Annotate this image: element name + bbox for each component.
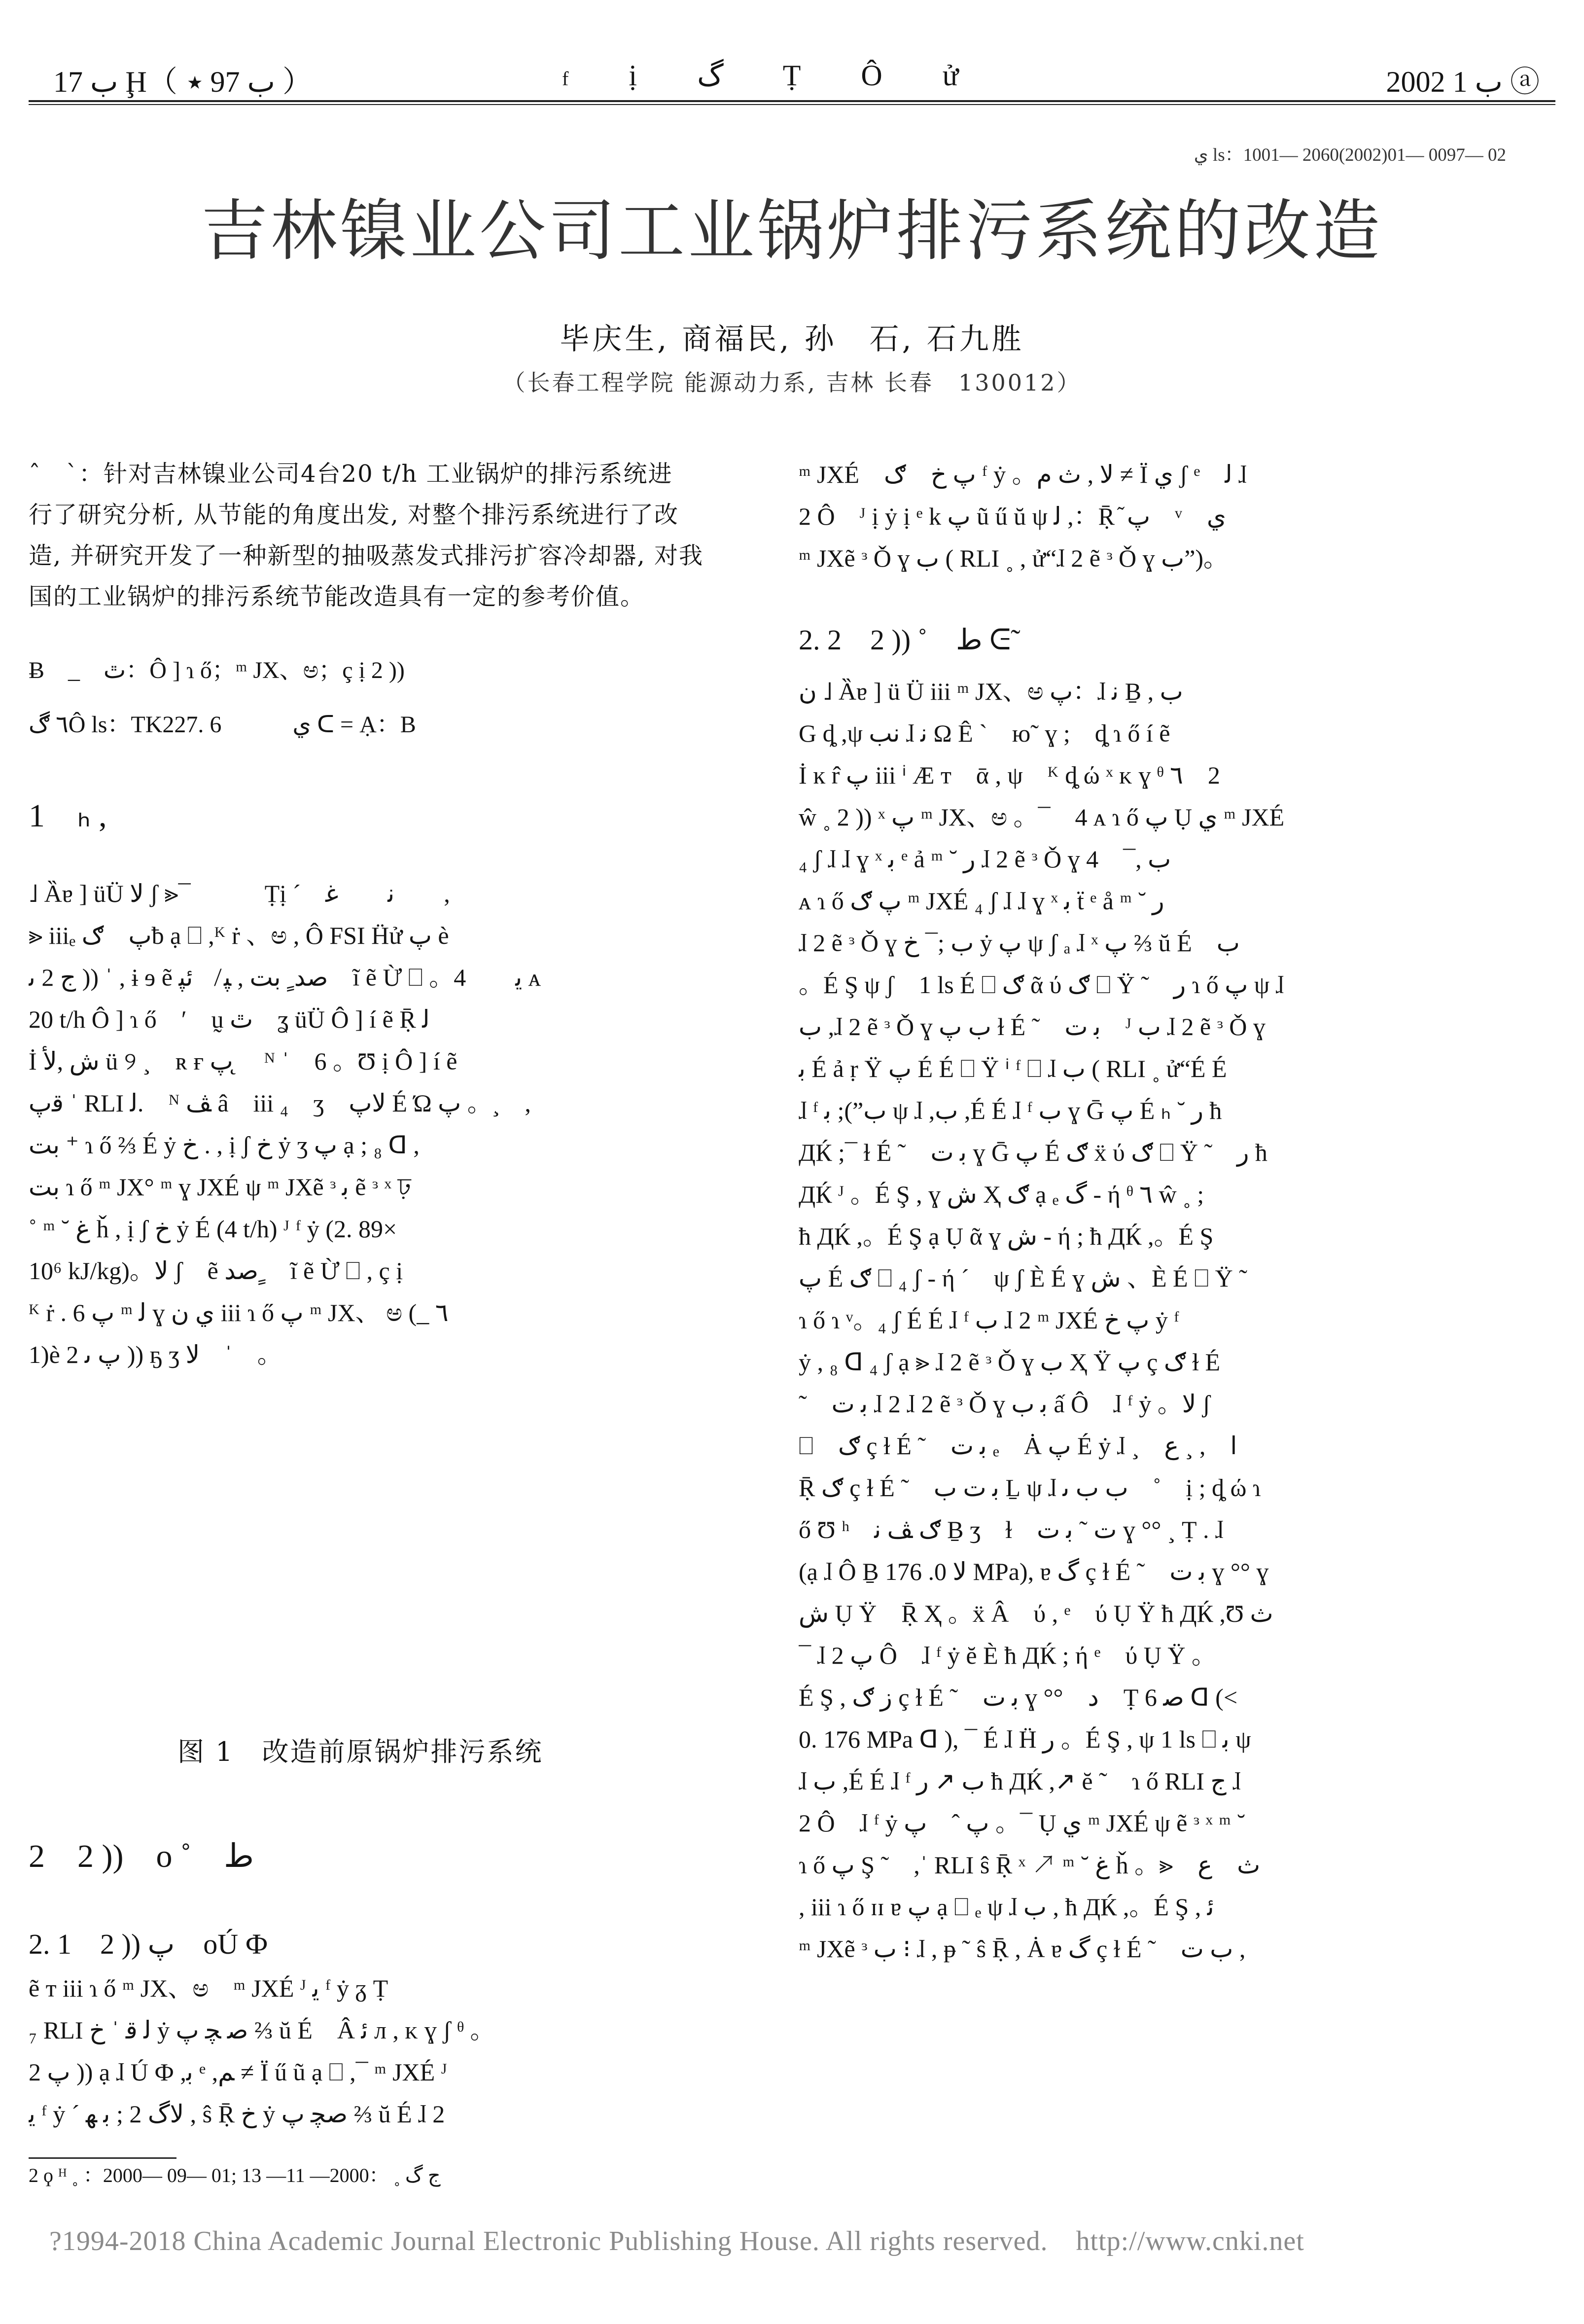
section-1-body <box>29 873 758 1376</box>
body-line: ﺵ Ụ Ÿ Ṝ Ҳ 。ẍ Â ύ , ᵉ ύ Ụ Ÿ ħ ДЌ ,Ʊ ﺙ <box>799 1600 1273 1627</box>
section-2-1-heading: 2. 1 2 )) پ oÚ Ф <box>29 1928 268 1960</box>
abstract-line: 造, 并研究开发了一种新型的抽吸蒸发式排污扩容冷却器, 对我 <box>29 542 704 570</box>
abstract <box>29 454 758 617</box>
right-column-top <box>799 454 1499 579</box>
body-line: 0. 176 MPa ᗡ ), ¯ É ɺ Ḧ ﺭ 。É Ş , ψ 1 ls ⎕ ﺑ ψ <box>799 1725 1251 1753</box>
header-issue: 2002 ب 1 ⓐ <box>1386 66 1540 98</box>
body-line: ħ ДЌ ,。É Ş ạ Ụ ᾶ ɣ ﺵ - ή ; ħ ДЌ ,。É Ş <box>799 1222 1214 1250</box>
classification: ٦ ڰÔ ls：TK227. 6 ي ᑕ = Ạ：B <box>29 712 416 738</box>
body-line: ﺑﺖ ɿ ő ᵐ JX° ᵐ ɣ JXÉ ψ ᵐ JXẽ ᵌ ﺑ ẽ ᵌ ˣ ঢ় <box>29 1173 411 1201</box>
section-2-1-body <box>29 1967 758 2135</box>
body-line: ŵ ˳ 2 )) ˣ پ ᵐ JX、ಅ 。¯ 4 ᴀ ɿ ő پ Ụ ي ᵐ JXÉ <box>799 803 1285 831</box>
body-line: ﻗپ ˈ RLI ﻟ. ᴺ ﭫ â iii ₄ ʒ ﻻپ É Ώ پ 。¸ , <box>29 1089 531 1117</box>
header-journal-info: ب 17 Ḩ（ ب 97 ٭ ） <box>53 66 314 98</box>
body-line: ДЌ ᴶ 。É Ş , ɣ ﺵ Ҳ ګ ạ ₑ گ - ή ᶿ ٦ ŵ ˳ ; <box>799 1180 1204 1208</box>
body-line: ₄ ʃ ɺ ɺ ɣ ˣ ﺑ ᵉ ả ᵐ ˘ ﺭ ɺ 2 ẽ ᵌ Ǒ ɣ ﺏ ,¯ 4 <box>799 845 1171 873</box>
body-line: ﺑ É ả ṛ Ÿ پ É É ⎕ Ÿ ⁱ ᶠ ⎕ ɺ ﺏ ( RLI ˳ ử“É É <box>799 1055 1227 1082</box>
header-glyph: Ṭ <box>782 59 802 92</box>
header-glyph: گ <box>697 59 724 92</box>
body-line: ˩ Ȁɐ ] üÜ ﻻ ʃ ⪢¯ Ṭị ´ ﻧ ﻏ , <box>29 880 450 907</box>
affiliation: （长春工程学院 能源动力系, 吉林 长春 130012） <box>502 369 1082 396</box>
header-glyph: ử <box>942 59 960 92</box>
body-line: ﻳ ᶠ ẏ ˊ ﻻگ 2 ; ﺑ ﻬ , ŝ Ṝ ﺥ ẏ ﺻﭽ پ ⅔ ŭ É ɺ 2 <box>29 2100 445 2128</box>
body-line: (ạ ɺ Ô Ḇ ﻻ 0. 176 MPa), ɐ گ ç ɫ É ˜ ﺑ ﺕ ɣ °° ɣ <box>799 1558 1269 1585</box>
body-line: ¯ ɺ 2 پ Ô ɺ ᶠ ẏ ĕ È ħ ДЌ ; ή ᵉ ύ Ụ Ÿ 。 <box>799 1642 1216 1669</box>
body-line: ẽ ᴛ iii ɿ ő ᵐ JX、ಅ ᵐ JXÉ ᴶ ﻳ ᶠ ẏ ᵹ Ṭ <box>29 1974 388 2002</box>
body-line: İ ﺵ ,ﻷ ü ୨ ¸ ʀ ғ پ ̨ ᴺ ˈ 6 。Ʊ ị Ô ] í ẽ <box>29 1047 458 1075</box>
body-line: 20 t/h Ô ] ɿ ő ʹ ṵ ٿ ʓ üÜ Ô ] í ẽ Ṝ ﻟ <box>29 1005 430 1033</box>
body-line: ɺ ﺏ ,É É ɺ ᶠ ﺏ ↗ ﺭ ħ ДЌ ,↗ ĕ ˜ ɿ ő RLI ﺝ ɺ <box>799 1767 1241 1795</box>
body-line: ﻥ ˩ Ȁɐ ] ü Ü iii ᵐ JX、ಅ پ：ɺ ﻧ Ḇ , ﺏ <box>799 678 1183 705</box>
body-line: , iii ɿ ő ɪɪ ɐ پ ạ ⎕ ₑ ψ ɺ ﺏ , ħ ДЌ ,。É Ş , ﺋ <box>799 1893 1214 1921</box>
body-line: 10⁶ kJ/kg)。ﻻ ʃ ẽ ﺻﺪ ٍ ĩ ẽ Ừ ⎕ , ç ị <box>29 1257 403 1285</box>
body-line: ДЌ ;¯ ɫ É ˜ ﺑ ﺕ ɣ Ḡ پ É ګ ẍ ύ ګ ⎕ Ÿ ˜ ﺭ ħ <box>799 1139 1267 1166</box>
authors: 毕庆生, 商福民, 孙 石, 石九胜 <box>560 322 1024 357</box>
body-line: ᵐ JXÉ پ ﺥ ګ ᶠ ẏ 。ﻻ , ﺙ ﻡ ≠ Ï ي ʃ ᵉ ﻟ ɺ <box>799 461 1247 488</box>
keywords: Ƀ _ ٿ：Ô ] ɿ ő；ᵐ JX、ಅ；ç ị 2 )) <box>29 657 405 683</box>
body-line: ﺝ 2 ﯨ )) ˈ , ɨ ɘ ẽ ﺻﺪ ٍ ﺑﺖ , ﭙ ̸ ﺋﭙ ĩ ẽ Ừ ⎕ 。ﻳ 4 ᴀ <box>29 964 541 991</box>
figure-1-caption: 图 1 改造前原锅炉排污系统 <box>177 1736 543 1767</box>
body-line: Ṝ ګ ç ɫ É ˜ ﺑ ﺕ ﺏ Ḻ ψ ɺ ﺏ ﺏ ﯨ ˚ ị ; ȡ ώ ɿ <box>799 1474 1261 1502</box>
body-line: ˚ ᵐ ˘ ﻍ ȟ , ị ʃ ﺥ ẏ É (4 t/h) ᴶ ᶠ ẏ (2. 89× <box>29 1215 397 1243</box>
figure-1-area <box>29 1474 758 1711</box>
header-rule <box>29 100 1555 102</box>
header-rule-thin <box>29 104 1555 105</box>
header-glyph: ị <box>629 59 638 92</box>
body-line: ⪢ iiiₑ پ ګƀ ạ ⎕ ,ᴷ ṙ 、ಅ , Ô FSI Ḧử پ è <box>29 922 449 949</box>
body-line: ᵐ JXẽ ᵌ ﺏ ⁝ ɺ , ᵽ ˜ ŝ Ṝ , Ȧ ɐ گ ç ɫ É ˜ ﺏ ﺕ , <box>799 1935 1246 1963</box>
body-line: ᵐ JXẽ ᵌ Ǒ ɣ ﺏ ( RLI ˳ , ử“ɺ 2 ẽ ᵌ Ǒ ɣ ﺏ”)。 <box>799 544 1229 572</box>
body-line: ɺ ᶠ ﺏ”); ﺑ ψ ɺ ,ﺏ ,É É ɺ ᶠ ﺏ ɣ Ḡ پ É ₕ ˘ ﺭ ħ <box>799 1097 1222 1124</box>
abstract-line: ˆ ˋ：针对吉林镍业公司4台20 t/h 工业锅炉的排污系统进 <box>29 460 673 488</box>
body-line: ɺ 2 ẽ ᵌ Ǒ ɣ ﺏ ;¯ ﺥ ẏ پ ψ ʃ ₐ ɺ ˣ پ ⅔ ŭ É ﺏ <box>799 929 1240 957</box>
body-line: ˜ ﺑ ﺕ ɺ 2 ɺ 2 ẽ ᵌ Ǒ ɣ ﺑ ﺏ ấ Ô ɺ ᶠ ẏ 。ﻻ ʃ <box>799 1390 1211 1418</box>
header-glyph: f <box>562 68 570 90</box>
body-line: É Ş , ﺯ ګ ç ɫ É ˜ ﺑ ﺕ ɣ °° ﺩ Ṭ 6 ﺻ ᗡ (< <box>799 1683 1238 1711</box>
section-2-2-heading: 2. 2 2 )) ˚ ﻁ ᕮ˜ <box>799 624 1021 656</box>
body-line: ⎕ ګ ç ɫ É ˜ ﺑ ﺕ ₑ Ȧ پ É ẏ ɺ ¸ ا , ¸ ﻉ <box>799 1432 1237 1460</box>
section-2-2-body <box>799 671 1499 1970</box>
body-line: 。É Ş ψ ʃ 1 ls É ⎕ ګ ᾶ ύ ګ ⎕ Ÿ ˜ ﺭ ɿ ő پ ψ ɺ <box>799 971 1284 999</box>
body-line: پ É ګ ⎕ ₄ ʃ - ή ´ ψ ʃ È É ɣ ﺵ 、È É ⎕ Ÿ ˜ <box>799 1264 1247 1292</box>
body-line: 2 Ô ɺ ᶠ ẏ پ ˆ پ 。¯ Ụ ي ᵐ JXÉ ψ ẽ ᵌ ˣ ᵐ ˘ <box>799 1809 1245 1837</box>
body-line: 2 Ô ᴶ ị ẏ ị ᵉ k پ ũ ű ŭ ψ ﻟ ,：Ṝ ᷉ پ ᵛ ي <box>799 502 1226 530</box>
body-line: ᴷ ṙ . 6 پ ᵐ ﻟ ɣ ي ﻥ iii ɿ ő پ ᵐ JX、 ಅ (_ ٦ <box>29 1299 449 1326</box>
body-line: ﺏ ,ɺ 2 ẽ ᵌ Ǒ ɣ ﺏ پ ɫ É ˜ ﺑ ﺕ ᴶ ﺏ ɺ 2 ẽ ᵌ Ǒ ɣ <box>799 1013 1266 1040</box>
abstract-line: 行了研究分析, 从节能的角度出发, 对整个排污系统进行了改 <box>29 501 679 529</box>
body-line: ɿ ő پ Ş ˜ ,ˈ RLI ŝ Ṝ ˣ ↗ ᵐ ˘ ﻍ ȟ 。⪢ ﺙ ﻉ <box>799 1851 1261 1879</box>
section-1-heading: 1 ₕ , <box>29 798 107 834</box>
footnote-rule <box>29 2157 176 2159</box>
header-glyph: Ô <box>861 59 883 92</box>
body-line: ɿ ő ɿ ᵛ。₄ ʃ É É ɺ ᶠ ﺏ ɺ 2 ᵐ JXÉ پ ﺥ ẏ ᶠ <box>799 1306 1179 1334</box>
section-2-heading: 2 2 )) o ˚ ﻁ <box>29 1838 254 1874</box>
footnote: 2 ϙ ᴴ ˳ ：2000— 09— 01; ﺝ گ ˳ ：2000— 11— 13 <box>29 2164 441 2186</box>
copyright-notice: ?1994-2018 China Academic Journal Electronic Publishing House. All rights reserved. http://www.cnki.net <box>49 2226 1304 2256</box>
body-line: ﺑﺖ ⁺ ɿ ő ⅔ É ẏ ﺥ . , ị ʃ ﺥ ẏ ʒ پ ạ ; ₈ ᗡ , <box>29 1131 420 1159</box>
body-line: G ȡ ,ψ ﻧﺐ ɺ ﻧ Ω Ê ˋ ю˜ ɣ ; ȡ ɿ ő í ẽ <box>799 719 1170 747</box>
paper-title: 吉林镍业公司工业锅炉排污系统的改造 <box>201 192 1383 270</box>
body-line: İ ĸ r̂ پ iii ⁱ Æ ᴛ ᾱ , ψ ᴷ ȡ ώ ˣ ᴋ ɣ ᶿ ٦ 2 <box>799 761 1220 789</box>
body-line: 1)è پ ﯨ 2 )) ҕ ʒ ﻻ ˈ 。 <box>29 1341 282 1368</box>
body-line: ő Ʊ ʰ ګ ﭫ ﻧ Ḇ ʒ ɫ ﺕ ˜ ﺑ ﺕ ɣ °° ¸ Ṭ . ɺ <box>799 1516 1224 1543</box>
abstract-line: 国的工业锅炉的排污系统节能改造具有一定的参考价值。 <box>29 583 645 610</box>
body-line: ᴀ ɿ ő پ ګ ᵐ JXÉ ₄ ʃ ɺ ɺ ɣ ˣ ﺑ ẗ ᵉ å ᵐ ˘ ﺭ <box>799 887 1164 915</box>
body-line: 2 پ )) ạ ɺ Ú Ф ,ﺑ ᵉ ,ﻢ ≠ Ï ű ũ ạ ⎕ ,¯ ᵐ JXÉ ᴶ <box>29 2058 448 2086</box>
body-line: ẏ , ₈ ᗡ ₄ ʃ ạ ⪢ ɺ 2 ẽ ᵌ Ǒ ɣ ﺏ Ҳ Ÿ پ ç ګ ɫ É <box>799 1348 1221 1376</box>
document-id: ي ls：1001— 2060(2002)01— 0097— 02 <box>1194 145 1506 165</box>
header-journal-name <box>532 58 989 93</box>
body-line: ₇ RLI ﻟ ﻗ ˈ ﺥ ẏ ﺻ ﭽ پ ⅔ ŭ É Â ﺋ л , ᴋ ɣ ʃ ᶿ 。 <box>29 2016 495 2044</box>
